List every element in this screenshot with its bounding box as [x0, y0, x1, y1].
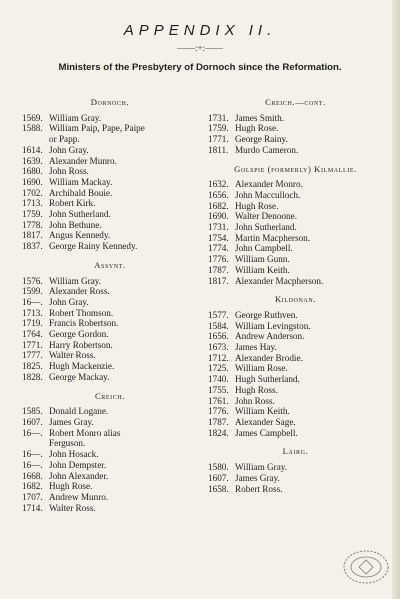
entry-name: Alexander Sage. [235, 416, 296, 427]
minister-entry [208, 385, 383, 396]
entry-name: John Gray. [49, 144, 89, 155]
entry-year: 1787. [208, 264, 229, 275]
entry-name: Archibald Bouie. [49, 187, 113, 198]
entry-year: 1825. [22, 361, 43, 372]
minister-entry [208, 134, 383, 145]
entry-year: 1837. [22, 241, 43, 252]
parish-heading: Kildonan. [274, 294, 317, 305]
entry-name: William Rose. [235, 363, 288, 374]
entry-name: Alexander Macpherson. [235, 275, 324, 286]
entry-year: 1740. [208, 374, 229, 385]
minister-entry [22, 177, 198, 188]
entry-name: John Sutherland. [235, 222, 297, 233]
minister-entry [22, 340, 198, 351]
entry-name: George Gordon. [49, 329, 109, 340]
entry-name: Hugh Rose. [235, 123, 279, 134]
entry-name: William Keith. [235, 264, 290, 275]
entry-name: Alexander Munro. [49, 155, 117, 166]
entry-year: 16—. [22, 427, 43, 438]
entry-year: 1787. [208, 416, 229, 427]
entry-name: Robert Thomson. [49, 307, 114, 318]
minister-entry [208, 342, 383, 353]
parish-heading: Dornoch. [90, 97, 130, 107]
entry-name: John Gray. [49, 296, 89, 307]
minister-entry [22, 471, 198, 482]
minister-entry [22, 460, 198, 471]
entry-year: 1713. [22, 307, 43, 318]
entry-year: 1778. [22, 219, 43, 230]
entry-year: 1599. [22, 286, 43, 297]
entry-name: Andrew Anderson. [235, 331, 305, 342]
entry-year: 1569. [22, 112, 43, 123]
entry-year: 1607. [22, 416, 43, 427]
entry-year: 1759. [208, 123, 229, 134]
entry-name: Hugh Sutherland. [235, 374, 300, 385]
minister-entry [208, 254, 383, 265]
page-subtitle: Ministers of the Presbytery of Dornoch since the Reformation. [58, 62, 342, 73]
entry-name: John Alexander. [49, 470, 109, 481]
entry-year: 1680. [22, 166, 43, 177]
entry-name: Walter Ross. [49, 502, 96, 513]
minister-entry [22, 481, 198, 492]
minister-entry [208, 243, 383, 254]
entry-name: Hugh Rose. [49, 481, 93, 492]
entry-name: George Rainy. [235, 134, 288, 145]
title-ornament: ——:+:—— [176, 43, 224, 53]
parish-heading: Lairg. [282, 446, 309, 457]
minister-entry [22, 230, 198, 241]
entry-name: Hugh Mackenzie. [49, 361, 115, 372]
minister-entry [208, 310, 383, 321]
entry-year: 1658. [208, 483, 229, 494]
entry-year: 1731. [208, 222, 229, 233]
minister-entry [208, 123, 383, 134]
entry-year: 1776. [208, 254, 229, 265]
minister-entry [22, 123, 198, 134]
entry-year: 16—. [22, 459, 43, 470]
minister-entry [22, 297, 198, 308]
entry-year: 1771. [208, 134, 229, 145]
entry-year: 1584. [208, 320, 229, 331]
minister-entry [208, 265, 383, 276]
entry-name: John Campbell. [235, 243, 293, 254]
minister-entry [208, 233, 383, 244]
minister-entry [22, 428, 198, 439]
entry-year: 1690. [208, 211, 229, 222]
minister-entry [208, 331, 383, 342]
entry-name: Robert Monro alias [49, 427, 121, 438]
minister-entry [22, 329, 198, 340]
entry-year: 1817. [208, 275, 229, 286]
entry-year: 1776. [208, 406, 229, 417]
left-column [22, 97, 198, 513]
section-gap [22, 383, 198, 391]
entry-name: Andrew Munro. [49, 491, 109, 502]
minister-entry [208, 406, 383, 417]
entry-year: 1707. [22, 491, 43, 502]
entry-year: 1811. [208, 144, 229, 155]
page-title: APPENDIX II. [123, 22, 277, 39]
minister-entry [22, 209, 198, 220]
minister-entry [22, 198, 198, 209]
entry-year: 1656. [208, 189, 229, 200]
section-gap [208, 286, 383, 294]
entry-name: Alexander Brodie. [235, 352, 303, 363]
minister-entry [208, 428, 383, 439]
parish-heading: Golspie (formerly) Kilmallie. [234, 163, 357, 174]
entry-name: John Dempster. [49, 459, 107, 470]
entry-name: Hugh Rose. [235, 200, 279, 211]
entry-name: Martin Macpherson. [235, 232, 311, 243]
right-column [208, 97, 383, 494]
minister-entry [22, 156, 198, 167]
minister-entry [22, 145, 198, 156]
minister-entry [208, 190, 383, 201]
minister-entry [208, 276, 383, 287]
entry-year: 1614. [22, 144, 43, 155]
entry-name: Hugh Ross. [235, 384, 278, 395]
entry-name: John Bethune. [49, 219, 102, 230]
entry-name: William Keith. [235, 406, 290, 417]
minister-entry [208, 113, 383, 124]
entry-year: 1777. [22, 350, 43, 361]
entry-year: 1759. [22, 209, 43, 220]
entry-year: 1712. [208, 352, 229, 363]
entry-year: 1588. [22, 123, 43, 134]
section-gap [208, 156, 383, 164]
entry-name: John Macculloch. [235, 189, 301, 200]
parish-heading: Creich.—cont. [265, 97, 326, 107]
entry-name: William Gunn. [235, 254, 290, 265]
entry-year: 1690. [22, 176, 43, 187]
minister-entry [208, 321, 383, 332]
minister-entry [22, 166, 198, 177]
minister-entry [22, 361, 198, 372]
entry-name: Robert Kirk. [49, 198, 96, 209]
entry-year: 1702. [22, 187, 43, 198]
entry-year: 1580. [208, 462, 229, 473]
entry-name: Alexander Monro. [235, 179, 303, 190]
entry-year: 1639. [22, 155, 43, 166]
entry-year: 1828. [22, 371, 43, 382]
minister-entry [22, 350, 198, 361]
entry-year: 1754. [208, 232, 229, 243]
entry-year: 16—. [22, 449, 43, 460]
minister-entry [208, 353, 383, 364]
page-spine-edge [392, 0, 400, 599]
entry-name: Murdo Cameron. [235, 144, 299, 155]
entry-name: Alexander Ross. [49, 286, 110, 297]
entry-name: John Ross. [235, 395, 275, 406]
parish-heading: Creich. [94, 390, 126, 401]
parish-heading: Assynt. [94, 259, 126, 270]
entry-year: 1577. [208, 309, 229, 320]
entry-name: Donald Logane. [49, 406, 109, 417]
minister-entry [208, 396, 383, 407]
section-gap [208, 438, 383, 446]
entry-year: 1755. [208, 384, 229, 395]
minister-entry [208, 363, 383, 374]
entry-name: William Mackay. [49, 176, 113, 187]
entry-year: 1764. [22, 329, 43, 340]
entry-name: James Smith. [235, 112, 285, 123]
minister-entry [22, 308, 198, 319]
minister-entry [208, 201, 383, 212]
entry-year: 1682. [208, 200, 229, 211]
entry-year: 1668. [22, 470, 43, 481]
entry-year: 16—. [22, 296, 43, 307]
minister-entry [208, 484, 383, 495]
minister-entry [22, 372, 198, 383]
minister-entry [208, 417, 383, 428]
entry-name: John Sutherland. [49, 209, 111, 220]
entry-name: John Hosack. [49, 449, 99, 460]
entry-year: 1761. [208, 395, 229, 406]
entry-year: 1576. [22, 275, 43, 286]
minister-entry [22, 276, 198, 287]
entry-name: William Paip, Pape, Paipe [49, 123, 145, 134]
entry-name: William Gray. [49, 275, 102, 286]
entry-name-continuation: Ferguson. [49, 438, 86, 449]
minister-entry [208, 222, 383, 233]
entry-name: James Gray. [235, 472, 280, 483]
entry-year: 1714. [22, 502, 43, 513]
minister-entry [22, 417, 198, 428]
entry-name: Harry Robertson. [49, 339, 113, 350]
minister-entry [22, 286, 198, 297]
entry-year: 1632. [208, 179, 229, 190]
entry-name: George Ruthven. [235, 309, 298, 320]
minister-entry [22, 492, 198, 503]
entry-name-continuation: or Papp. [49, 134, 80, 145]
entry-name: Angus Kennedy. [49, 230, 111, 241]
entry-name: William Gray. [235, 462, 288, 473]
entry-name: George Rainy Kennedy. [49, 241, 138, 252]
minister-entry [22, 188, 198, 199]
entry-year: 1585. [22, 406, 43, 417]
minister-entry [22, 220, 198, 231]
entry-name: Walter Ross. [49, 350, 96, 361]
entry-year: 1725. [208, 363, 229, 374]
entry-year: 1774. [208, 243, 229, 254]
entry-name: Robert Ross. [235, 483, 283, 494]
entry-year: 1771. [22, 339, 43, 350]
entry-name: William Gray. [49, 112, 102, 123]
entry-year: 1656. [208, 331, 229, 342]
entry-year: 1607. [208, 472, 229, 483]
entry-year: 1824. [208, 427, 229, 438]
entry-year: 1682. [22, 481, 43, 492]
entry-year: 1673. [208, 342, 229, 353]
entry-name: William Levingston. [235, 320, 311, 331]
entry-name: John Ross. [49, 166, 89, 177]
minister-entry [22, 241, 198, 252]
entry-year: 1719. [22, 318, 43, 329]
entry-name: Francis Robertson. [49, 318, 119, 329]
entry-name: Walter Denoone. [235, 211, 298, 222]
section-gap [22, 252, 198, 260]
minister-entry [208, 145, 383, 156]
entry-name: George Mackay. [49, 371, 110, 382]
minister-entry [208, 374, 383, 385]
minister-entry [208, 179, 383, 190]
minister-entry [22, 449, 198, 460]
library-stamp-icon [341, 548, 391, 586]
entry-year: 1731. [208, 112, 229, 123]
minister-entry [22, 503, 198, 514]
minister-entry [22, 113, 198, 124]
minister-entry [208, 211, 383, 222]
entry-name: James Gray. [49, 416, 94, 427]
entry-year: 1817. [22, 230, 43, 241]
entry-year: 1713. [22, 198, 43, 209]
entry-name: James Campbell. [235, 427, 298, 438]
minister-entry [22, 318, 198, 329]
minister-entry [208, 473, 383, 484]
minister-entry [208, 462, 383, 473]
minister-entry [22, 406, 198, 417]
entry-name: James Hay. [235, 342, 277, 353]
